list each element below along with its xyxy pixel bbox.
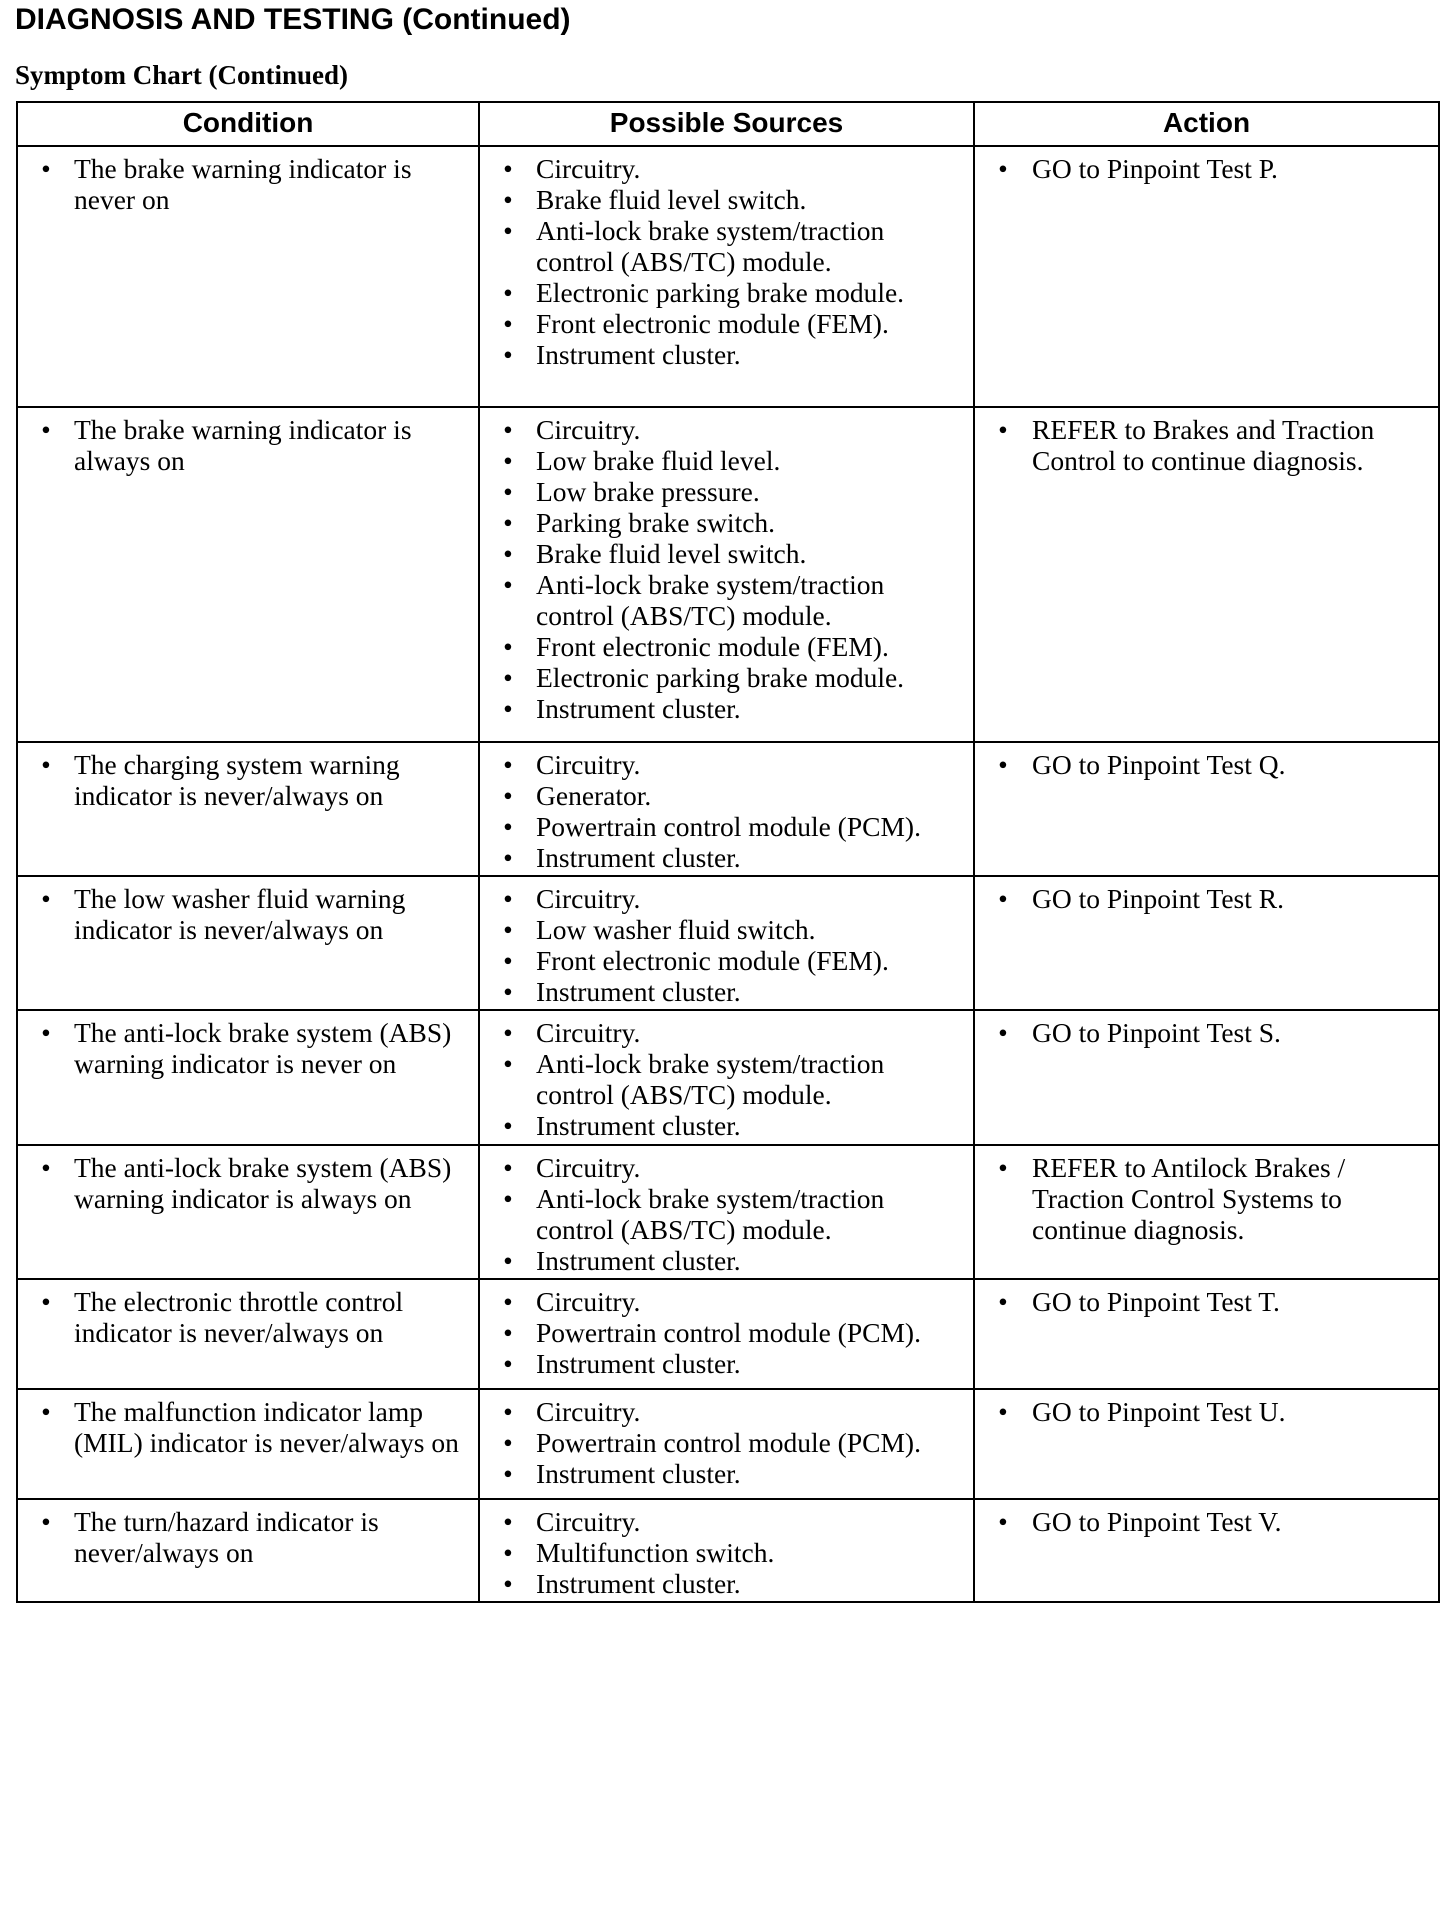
action-item-text: GO to Pinpoint Test Q. — [1032, 749, 1286, 780]
condition-item — [18, 1506, 472, 1568]
condition-item-text: The anti-lock brake system (ABS) warning indicator is never on — [74, 1017, 452, 1079]
source-item — [480, 215, 967, 277]
bullet-list — [18, 877, 478, 947]
possible-sources-cell — [479, 407, 974, 742]
source-item — [480, 153, 967, 184]
bullet-list — [480, 1280, 973, 1381]
condition-item-text: The anti-lock brake system (ABS) warning indicator is always on — [74, 1152, 452, 1214]
source-item — [480, 569, 967, 631]
source-item-text: Parking brake switch. — [536, 507, 776, 538]
bullet-icon: • — [998, 1396, 1008, 1427]
source-item — [480, 914, 967, 945]
bullet-list — [975, 408, 1438, 478]
source-item — [480, 277, 967, 308]
source-item-text: Front electronic module (FEM). — [536, 631, 889, 662]
column-header-possible-sources: Possible Sources — [479, 102, 974, 146]
action-cell — [974, 1279, 1439, 1389]
action-item-text: GO to Pinpoint Test T. — [1032, 1286, 1280, 1317]
bullet-list — [975, 743, 1438, 782]
bullet-list — [480, 1390, 973, 1491]
source-item — [480, 883, 967, 914]
bullet-icon: • — [503, 445, 513, 476]
source-item-text: Electronic parking brake module. — [536, 277, 905, 308]
bullet-icon: • — [998, 883, 1008, 914]
condition-item-text: The brake warning indicator is never on — [74, 153, 412, 215]
action-item — [975, 1152, 1432, 1245]
condition-cell — [17, 876, 479, 1010]
bullet-list — [18, 147, 478, 217]
bullet-icon: • — [41, 1152, 51, 1183]
bullet-icon: • — [503, 1396, 513, 1427]
table-header-row — [17, 102, 1439, 146]
symptom-chart-table — [16, 101, 1440, 1603]
action-cell — [974, 742, 1439, 876]
table-row — [17, 742, 1439, 876]
table-row — [17, 1010, 1439, 1145]
bullet-icon: • — [998, 749, 1008, 780]
bullet-icon: • — [503, 1427, 513, 1458]
condition-cell — [17, 407, 479, 742]
action-item-text: GO to Pinpoint Test R. — [1032, 883, 1284, 914]
action-cell — [974, 1499, 1439, 1602]
source-item-text: Circuitry. — [536, 1286, 641, 1317]
condition-item — [18, 749, 472, 811]
action-item-text: REFER to Antilock Brakes / Traction Control Systems to continue diagnosis. — [1032, 1152, 1346, 1245]
bullet-list — [18, 1500, 478, 1570]
bullet-icon: • — [503, 1458, 513, 1489]
bullet-list — [480, 877, 973, 1009]
source-item-text: Circuitry. — [536, 153, 641, 184]
bullet-icon: • — [503, 308, 513, 339]
source-item — [480, 1183, 967, 1245]
source-item-text: Instrument cluster. — [536, 1245, 741, 1276]
source-item-text: Circuitry. — [536, 1152, 641, 1183]
source-item-text: Generator. — [536, 780, 652, 811]
source-item-text: Front electronic module (FEM). — [536, 308, 889, 339]
bullet-list — [18, 1390, 478, 1460]
bullet-icon: • — [503, 1017, 513, 1048]
condition-item — [18, 1017, 472, 1079]
source-item-text: Circuitry. — [536, 1017, 641, 1048]
source-item — [480, 1317, 967, 1348]
action-item — [975, 414, 1432, 476]
source-item-text: Circuitry. — [536, 749, 641, 780]
action-item-text: GO to Pinpoint Test U. — [1032, 1396, 1286, 1427]
bullet-list — [480, 147, 973, 372]
source-item — [480, 507, 967, 538]
bullet-icon: • — [503, 1537, 513, 1568]
bullet-list — [480, 1500, 973, 1601]
condition-item-text: The turn/hazard indicator is never/always on — [74, 1506, 379, 1568]
source-item — [480, 1286, 967, 1317]
action-cell — [974, 1389, 1439, 1499]
bullet-icon: • — [998, 1506, 1008, 1537]
source-item — [480, 1110, 967, 1141]
table-row — [17, 1389, 1439, 1499]
source-item-text: Electronic parking brake module. — [536, 662, 905, 693]
action-item — [975, 1506, 1432, 1537]
bullet-icon: • — [503, 153, 513, 184]
source-item — [480, 445, 967, 476]
bullet-icon: • — [503, 1152, 513, 1183]
source-item — [480, 476, 967, 507]
source-item — [480, 749, 967, 780]
source-item — [480, 976, 967, 1007]
bullet-icon: • — [503, 215, 513, 246]
source-item — [480, 1348, 967, 1379]
source-item-text: Instrument cluster. — [536, 339, 741, 370]
bullet-icon: • — [503, 569, 513, 600]
bullet-icon: • — [503, 976, 513, 1007]
bullet-list — [975, 147, 1438, 186]
condition-cell — [17, 1279, 479, 1389]
source-item-text: Multifunction switch. — [536, 1537, 775, 1568]
condition-cell — [17, 1010, 479, 1145]
bullet-icon: • — [503, 780, 513, 811]
possible-sources-cell — [479, 742, 974, 876]
bullet-list — [480, 1011, 973, 1143]
source-item-text: Front electronic module (FEM). — [536, 945, 889, 976]
source-item-text: Instrument cluster. — [536, 976, 741, 1007]
condition-item — [18, 1286, 472, 1348]
bullet-list — [18, 743, 478, 813]
source-item — [480, 945, 967, 976]
source-item-text: Circuitry. — [536, 1506, 641, 1537]
bullet-list — [480, 408, 973, 726]
bullet-icon: • — [41, 1396, 51, 1427]
bullet-list — [975, 1280, 1438, 1319]
source-item — [480, 1506, 967, 1537]
possible-sources-cell — [479, 1389, 974, 1499]
source-item-text: Brake fluid level switch. — [536, 184, 807, 215]
source-item — [480, 339, 967, 370]
bullet-icon: • — [503, 945, 513, 976]
bullet-icon: • — [503, 1506, 513, 1537]
source-item-text: Instrument cluster. — [536, 1568, 741, 1599]
bullet-icon: • — [503, 749, 513, 780]
source-item — [480, 811, 967, 842]
action-cell — [974, 1010, 1439, 1145]
subtitle: Symptom Chart (Continued) — [15, 60, 349, 90]
condition-item — [18, 153, 472, 215]
bullet-list — [18, 1146, 478, 1216]
possible-sources-cell — [479, 1010, 974, 1145]
section-title: DIAGNOSIS AND TESTING (Continued) — [15, 3, 571, 36]
bullet-list — [975, 1146, 1438, 1247]
bullet-icon: • — [503, 1048, 513, 1079]
condition-item-text: The low washer fluid warning indicator is never/always on — [74, 883, 406, 945]
condition-item — [18, 414, 472, 476]
bullet-icon: • — [998, 1286, 1008, 1317]
condition-item-text: The electronic throttle control indicator is never/always on — [74, 1286, 404, 1348]
action-cell — [974, 146, 1439, 407]
source-item-text: Powertrain control module (PCM). — [536, 1427, 921, 1458]
bullet-icon: • — [503, 1568, 513, 1599]
bullet-icon: • — [503, 1245, 513, 1276]
condition-item — [18, 1152, 472, 1214]
bullet-icon: • — [503, 1286, 513, 1317]
bullet-icon: • — [503, 414, 513, 445]
source-item — [480, 1152, 967, 1183]
source-item — [480, 1048, 967, 1110]
bullet-icon: • — [503, 476, 513, 507]
condition-item-text: The charging system warning indicator is never/always on — [74, 749, 400, 811]
action-item — [975, 153, 1432, 184]
table-row — [17, 1145, 1439, 1279]
source-item — [480, 1245, 967, 1276]
possible-sources-cell — [479, 1145, 974, 1279]
action-item-text: REFER to Brakes and Traction Control to continue diagnosis. — [1032, 414, 1375, 476]
bullet-icon: • — [503, 883, 513, 914]
bullet-icon: • — [503, 631, 513, 662]
bullet-icon: • — [998, 414, 1008, 445]
bullet-icon: • — [503, 914, 513, 945]
table-row — [17, 1279, 1439, 1389]
bullet-list — [480, 743, 973, 875]
action-cell — [974, 407, 1439, 742]
source-item-text: Low brake fluid level. — [536, 445, 781, 476]
source-item — [480, 842, 967, 873]
source-item — [480, 414, 967, 445]
bullet-icon: • — [503, 842, 513, 873]
possible-sources-cell — [479, 146, 974, 407]
condition-cell — [17, 1389, 479, 1499]
source-item-text: Instrument cluster. — [536, 693, 741, 724]
source-item-text: Low washer fluid switch. — [536, 914, 816, 945]
bullet-icon: • — [41, 1286, 51, 1317]
action-item — [975, 1286, 1432, 1317]
table-row — [17, 146, 1439, 407]
bullet-icon: • — [503, 1110, 513, 1141]
source-item — [480, 184, 967, 215]
source-item-text: Anti-lock brake system/traction control (ABS/TC) module. — [536, 1183, 885, 1245]
source-item-text: Circuitry. — [536, 414, 641, 445]
source-item — [480, 693, 967, 724]
bullet-icon: • — [41, 749, 51, 780]
bullet-icon: • — [503, 277, 513, 308]
source-item-text: Instrument cluster. — [536, 1458, 741, 1489]
bullet-list — [18, 1011, 478, 1081]
condition-cell — [17, 742, 479, 876]
bullet-icon: • — [503, 1183, 513, 1214]
source-item — [480, 662, 967, 693]
action-cell — [974, 876, 1439, 1010]
source-item — [480, 1458, 967, 1489]
bullet-icon: • — [41, 153, 51, 184]
condition-item-text: The malfunction indicator lamp (MIL) indicator is never/always on — [74, 1396, 459, 1458]
action-item-text: GO to Pinpoint Test P. — [1032, 153, 1278, 184]
source-item-text: Brake fluid level switch. — [536, 538, 807, 569]
bullet-list — [975, 1390, 1438, 1429]
bullet-list — [975, 1011, 1438, 1050]
bullet-icon: • — [503, 507, 513, 538]
bullet-icon: • — [503, 184, 513, 215]
source-item — [480, 1017, 967, 1048]
condition-item — [18, 883, 472, 945]
condition-cell — [17, 1499, 479, 1602]
action-item — [975, 1396, 1432, 1427]
possible-sources-cell — [479, 876, 974, 1010]
bullet-icon: • — [503, 693, 513, 724]
table-body — [17, 146, 1439, 1602]
source-item-text: Low brake pressure. — [536, 476, 760, 507]
bullet-icon: • — [998, 153, 1008, 184]
possible-sources-cell — [479, 1279, 974, 1389]
source-item-text: Circuitry. — [536, 1396, 641, 1427]
source-item-text: Anti-lock brake system/traction control (ABS/TC) module. — [536, 1048, 885, 1110]
bullet-icon: • — [503, 662, 513, 693]
action-cell — [974, 1145, 1439, 1279]
source-item — [480, 780, 967, 811]
action-item-text: GO to Pinpoint Test V. — [1032, 1506, 1282, 1537]
source-item-text: Instrument cluster. — [536, 1348, 741, 1379]
source-item-text: Powertrain control module (PCM). — [536, 811, 921, 842]
action-item — [975, 883, 1432, 914]
bullet-icon: • — [41, 1506, 51, 1537]
source-item — [480, 631, 967, 662]
bullet-icon: • — [41, 414, 51, 445]
possible-sources-cell — [479, 1499, 974, 1602]
condition-cell — [17, 1145, 479, 1279]
bullet-icon: • — [41, 883, 51, 914]
condition-cell — [17, 146, 479, 407]
source-item-text: Powertrain control module (PCM). — [536, 1317, 921, 1348]
table-row — [17, 1499, 1439, 1602]
bullet-icon: • — [503, 1348, 513, 1379]
source-item-text: Anti-lock brake system/traction control (ABS/TC) module. — [536, 215, 885, 277]
source-item-text: Anti-lock brake system/traction control (ABS/TC) module. — [536, 569, 885, 631]
action-item — [975, 1017, 1432, 1048]
bullet-list — [975, 1500, 1438, 1539]
bullet-list — [480, 1146, 973, 1278]
bullet-icon: • — [998, 1017, 1008, 1048]
bullet-icon: • — [503, 339, 513, 370]
source-item — [480, 538, 967, 569]
bullet-icon: • — [41, 1017, 51, 1048]
source-item-text: Instrument cluster. — [536, 1110, 741, 1141]
bullet-icon: • — [503, 538, 513, 569]
source-item-text: Circuitry. — [536, 883, 641, 914]
source-item — [480, 1568, 967, 1599]
table-row — [17, 407, 1439, 742]
bullet-icon: • — [998, 1152, 1008, 1183]
column-header-action: Action — [974, 102, 1439, 146]
source-item-text: Instrument cluster. — [536, 842, 741, 873]
bullet-list — [18, 408, 478, 478]
source-item — [480, 1537, 967, 1568]
action-item — [975, 749, 1432, 780]
column-header-condition: Condition — [17, 102, 479, 146]
source-item — [480, 1396, 967, 1427]
table-row — [17, 876, 1439, 1010]
source-item — [480, 308, 967, 339]
bullet-icon: • — [503, 811, 513, 842]
source-item — [480, 1427, 967, 1458]
bullet-list — [975, 877, 1438, 916]
action-item-text: GO to Pinpoint Test S. — [1032, 1017, 1281, 1048]
bullet-list — [18, 1280, 478, 1350]
condition-item — [18, 1396, 472, 1458]
condition-item-text: The brake warning indicator is always on — [74, 414, 412, 476]
bullet-icon: • — [503, 1317, 513, 1348]
